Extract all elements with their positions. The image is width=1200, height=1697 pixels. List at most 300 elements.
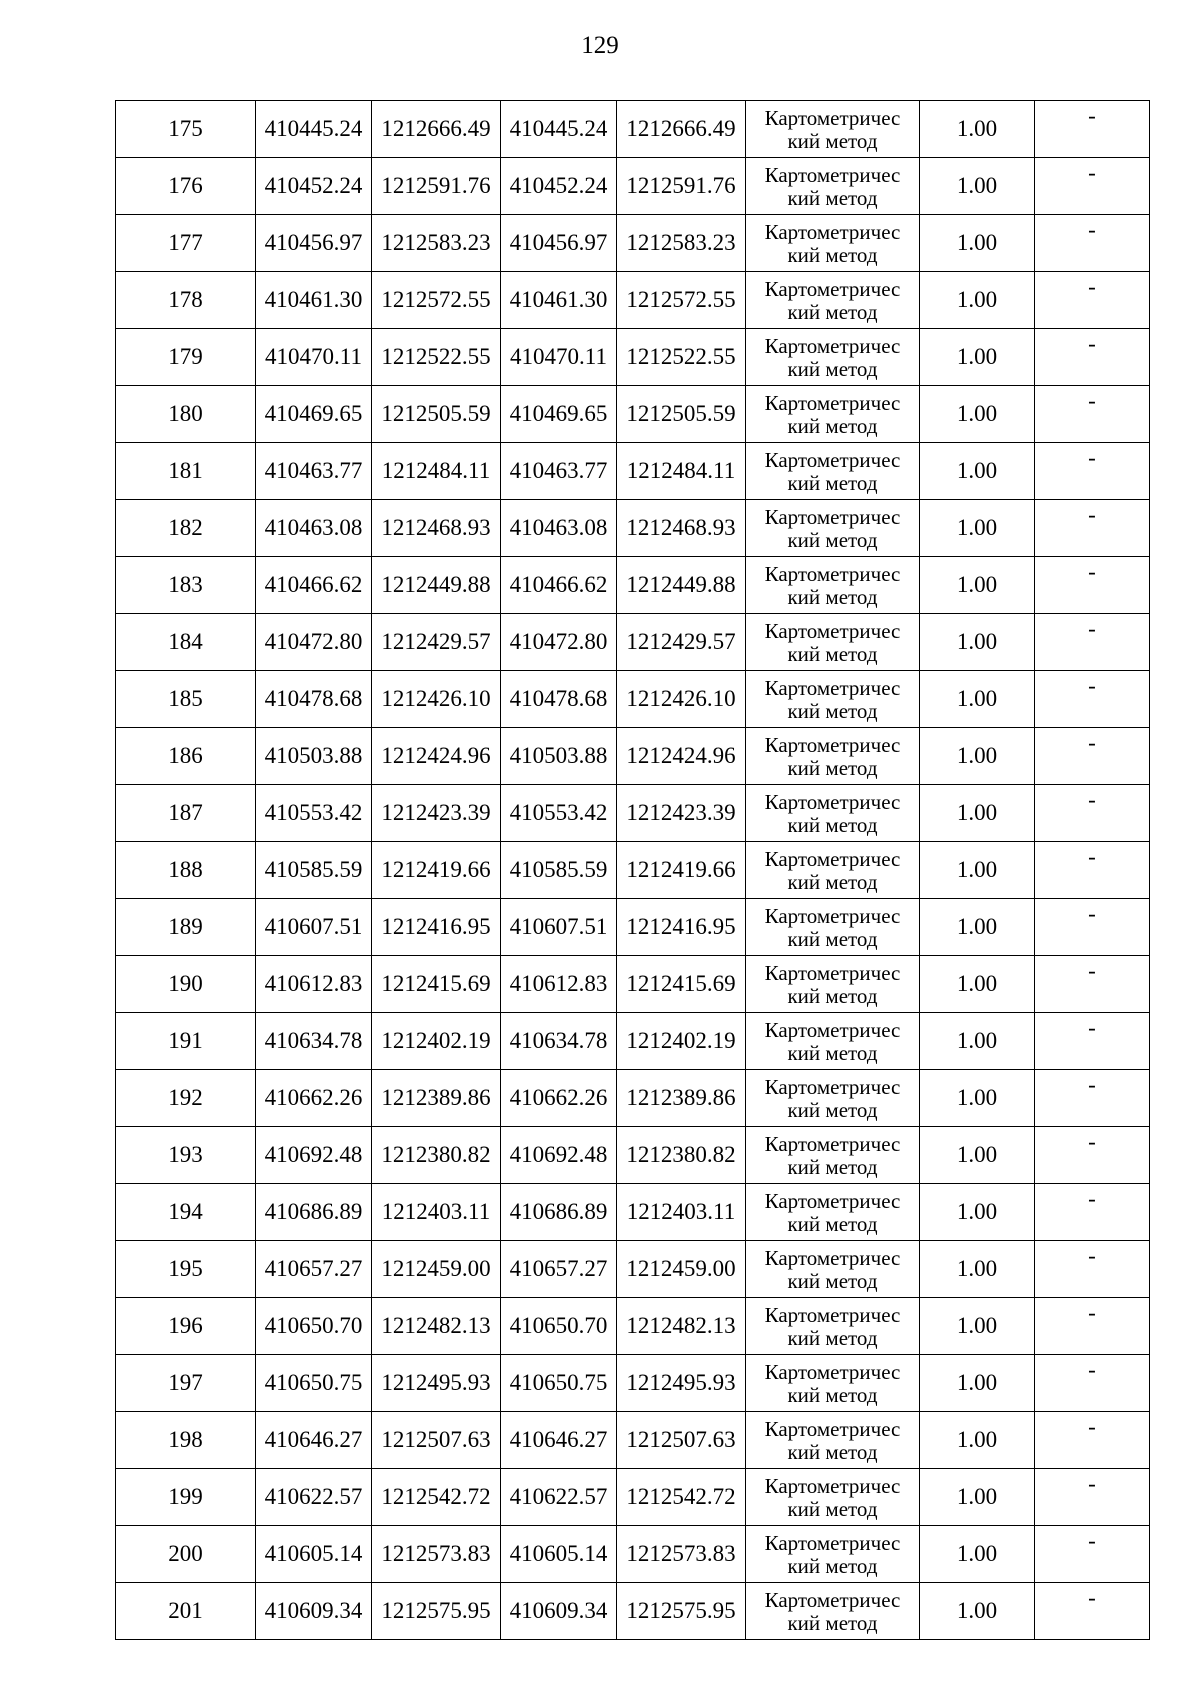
point-number-cell: 182 xyxy=(116,500,256,557)
y-coordinate-new-cell: 1212380.82 xyxy=(617,1127,746,1184)
method-text-line1: Картометричес xyxy=(764,846,901,871)
x-coordinate-cell: 410463.08 xyxy=(256,500,372,557)
point-number-cell: 197 xyxy=(116,1355,256,1412)
y-coordinate-new-cell: 1212403.11 xyxy=(617,1184,746,1241)
y-coordinate-cell: 1212459.00 xyxy=(372,1241,501,1298)
method-text-line2: кий метод xyxy=(787,926,878,951)
method-cell xyxy=(746,785,920,842)
y-coordinate-new-cell: 1212426.10 xyxy=(617,671,746,728)
method-text-line2: кий метод xyxy=(787,1610,878,1635)
y-coordinate-new-cell: 1212666.49 xyxy=(617,101,746,158)
x-coordinate-new-cell: 410650.70 xyxy=(501,1298,617,1355)
method-text-line1: Картометричес xyxy=(764,219,901,244)
x-coordinate-new-cell: 410634.78 xyxy=(501,1013,617,1070)
coordinates-table xyxy=(115,100,1150,1640)
method-text-line2: кий метод xyxy=(787,413,878,438)
method-cell xyxy=(746,443,920,500)
x-coordinate-new-cell: 410585.59 xyxy=(501,842,617,899)
method-text-line2: кий метод xyxy=(787,641,878,666)
y-coordinate-cell: 1212495.93 xyxy=(372,1355,501,1412)
method-text-line2: кий метод xyxy=(787,1154,878,1179)
accuracy-cell: 1.00 xyxy=(920,329,1035,386)
method-text-line1: Картометричес xyxy=(764,1416,901,1441)
method-text-line2: кий метод xyxy=(787,584,878,609)
accuracy-cell: 1.00 xyxy=(920,842,1035,899)
method-cell xyxy=(746,956,920,1013)
table-row xyxy=(116,956,1150,1013)
note-cell: - xyxy=(1035,158,1150,215)
method-cell xyxy=(746,500,920,557)
y-coordinate-cell: 1212522.55 xyxy=(372,329,501,386)
point-number-cell: 191 xyxy=(116,1013,256,1070)
point-number-cell: 192 xyxy=(116,1070,256,1127)
table-body xyxy=(116,101,1150,1640)
table-row xyxy=(116,728,1150,785)
note-cell: - xyxy=(1035,728,1150,785)
method-text-line1: Картометричес xyxy=(764,333,901,358)
point-number-cell: 187 xyxy=(116,785,256,842)
accuracy-cell: 1.00 xyxy=(920,1127,1035,1184)
y-coordinate-cell: 1212482.13 xyxy=(372,1298,501,1355)
x-coordinate-new-cell: 410609.34 xyxy=(501,1583,617,1640)
y-coordinate-cell: 1212389.86 xyxy=(372,1070,501,1127)
method-cell xyxy=(746,1013,920,1070)
accuracy-cell: 1.00 xyxy=(920,1184,1035,1241)
y-coordinate-new-cell: 1212583.23 xyxy=(617,215,746,272)
method-text-line1: Картометричес xyxy=(764,1245,901,1270)
table-row xyxy=(116,272,1150,329)
method-text-line1: Картометричес xyxy=(764,1587,901,1612)
method-text-line1: Картометричес xyxy=(764,675,901,700)
method-cell xyxy=(746,1070,920,1127)
method-text-line2: кий метод xyxy=(787,869,878,894)
y-coordinate-cell: 1212583.23 xyxy=(372,215,501,272)
method-text-line2: кий метод xyxy=(787,185,878,210)
method-text-line2: кий метод xyxy=(787,470,878,495)
point-number-cell: 190 xyxy=(116,956,256,1013)
table-row xyxy=(116,1070,1150,1127)
x-coordinate-new-cell: 410463.77 xyxy=(501,443,617,500)
note-cell: - xyxy=(1035,842,1150,899)
method-text-line1: Картометричес xyxy=(764,1074,901,1099)
y-coordinate-cell: 1212415.69 xyxy=(372,956,501,1013)
point-number-cell: 181 xyxy=(116,443,256,500)
y-coordinate-new-cell: 1212482.13 xyxy=(617,1298,746,1355)
method-text-line2: кий метод xyxy=(787,1439,878,1464)
y-coordinate-new-cell: 1212573.83 xyxy=(617,1526,746,1583)
table-row xyxy=(116,215,1150,272)
x-coordinate-cell: 410612.83 xyxy=(256,956,372,1013)
y-coordinate-new-cell: 1212575.95 xyxy=(617,1583,746,1640)
method-text-line1: Картометричес xyxy=(764,1131,901,1156)
y-coordinate-new-cell: 1212416.95 xyxy=(617,899,746,956)
accuracy-cell: 1.00 xyxy=(920,443,1035,500)
y-coordinate-new-cell: 1212459.00 xyxy=(617,1241,746,1298)
x-coordinate-cell: 410445.24 xyxy=(256,101,372,158)
x-coordinate-new-cell: 410657.27 xyxy=(501,1241,617,1298)
table-row xyxy=(116,1526,1150,1583)
x-coordinate-new-cell: 410470.11 xyxy=(501,329,617,386)
method-cell xyxy=(746,1184,920,1241)
y-coordinate-cell: 1212572.55 xyxy=(372,272,501,329)
accuracy-cell: 1.00 xyxy=(920,1013,1035,1070)
x-coordinate-cell: 410607.51 xyxy=(256,899,372,956)
x-coordinate-new-cell: 410452.24 xyxy=(501,158,617,215)
point-number-cell: 196 xyxy=(116,1298,256,1355)
method-text-line2: кий метод xyxy=(787,1496,878,1521)
table-row xyxy=(116,1013,1150,1070)
accuracy-cell: 1.00 xyxy=(920,386,1035,443)
accuracy-cell: 1.00 xyxy=(920,956,1035,1013)
point-number-cell: 175 xyxy=(116,101,256,158)
y-coordinate-cell: 1212575.95 xyxy=(372,1583,501,1640)
x-coordinate-new-cell: 410692.48 xyxy=(501,1127,617,1184)
note-cell: - xyxy=(1035,557,1150,614)
method-text-line2: кий метод xyxy=(787,356,878,381)
method-text-line2: кий метод xyxy=(787,1211,878,1236)
x-coordinate-cell: 410553.42 xyxy=(256,785,372,842)
table-row xyxy=(116,1127,1150,1184)
method-text-line1: Картометричес xyxy=(764,276,901,301)
table-row xyxy=(116,842,1150,899)
point-number-cell: 193 xyxy=(116,1127,256,1184)
y-coordinate-cell: 1212403.11 xyxy=(372,1184,501,1241)
note-cell: - xyxy=(1035,1013,1150,1070)
y-coordinate-new-cell: 1212505.59 xyxy=(617,386,746,443)
table-row xyxy=(116,557,1150,614)
x-coordinate-cell: 410686.89 xyxy=(256,1184,372,1241)
method-cell xyxy=(746,1298,920,1355)
point-number-cell: 180 xyxy=(116,386,256,443)
point-number-cell: 199 xyxy=(116,1469,256,1526)
y-coordinate-new-cell: 1212495.93 xyxy=(617,1355,746,1412)
x-coordinate-new-cell: 410478.68 xyxy=(501,671,617,728)
y-coordinate-cell: 1212484.11 xyxy=(372,443,501,500)
y-coordinate-cell: 1212416.95 xyxy=(372,899,501,956)
y-coordinate-new-cell: 1212507.63 xyxy=(617,1412,746,1469)
note-cell: - xyxy=(1035,1127,1150,1184)
x-coordinate-new-cell: 410612.83 xyxy=(501,956,617,1013)
note-cell: - xyxy=(1035,1241,1150,1298)
method-cell xyxy=(746,1583,920,1640)
method-cell xyxy=(746,158,920,215)
method-text-line2: кий метод xyxy=(787,242,878,267)
method-text-line1: Картометричес xyxy=(764,732,901,757)
note-cell: - xyxy=(1035,101,1150,158)
x-coordinate-new-cell: 410686.89 xyxy=(501,1184,617,1241)
method-text-line1: Картометричес xyxy=(764,618,901,643)
accuracy-cell: 1.00 xyxy=(920,1412,1035,1469)
accuracy-cell: 1.00 xyxy=(920,500,1035,557)
method-text-line1: Картометричес xyxy=(764,162,901,187)
x-coordinate-new-cell: 410662.26 xyxy=(501,1070,617,1127)
x-coordinate-cell: 410622.57 xyxy=(256,1469,372,1526)
method-text-line2: кий метод xyxy=(787,1553,878,1578)
table-row xyxy=(116,1412,1150,1469)
table-row xyxy=(116,500,1150,557)
method-cell xyxy=(746,329,920,386)
table-row xyxy=(116,614,1150,671)
method-text-line2: кий метод xyxy=(787,1325,878,1350)
note-cell: - xyxy=(1035,1469,1150,1526)
method-cell xyxy=(746,671,920,728)
x-coordinate-cell: 410605.14 xyxy=(256,1526,372,1583)
accuracy-cell: 1.00 xyxy=(920,1469,1035,1526)
y-coordinate-new-cell: 1212468.93 xyxy=(617,500,746,557)
method-text-line1: Картометричес xyxy=(764,504,901,529)
y-coordinate-new-cell: 1212572.55 xyxy=(617,272,746,329)
y-coordinate-cell: 1212666.49 xyxy=(372,101,501,158)
y-coordinate-cell: 1212423.39 xyxy=(372,785,501,842)
x-coordinate-cell: 410662.26 xyxy=(256,1070,372,1127)
method-text-line2: кий метод xyxy=(787,299,878,324)
note-cell: - xyxy=(1035,215,1150,272)
note-cell: - xyxy=(1035,443,1150,500)
table-row xyxy=(116,785,1150,842)
method-text-line2: кий метод xyxy=(787,1268,878,1293)
method-cell xyxy=(746,101,920,158)
point-number-cell: 185 xyxy=(116,671,256,728)
method-cell xyxy=(746,386,920,443)
y-coordinate-new-cell: 1212415.69 xyxy=(617,956,746,1013)
accuracy-cell: 1.00 xyxy=(920,557,1035,614)
accuracy-cell: 1.00 xyxy=(920,1070,1035,1127)
method-cell xyxy=(746,272,920,329)
y-coordinate-cell: 1212507.63 xyxy=(372,1412,501,1469)
note-cell: - xyxy=(1035,272,1150,329)
note-cell: - xyxy=(1035,500,1150,557)
x-coordinate-new-cell: 410605.14 xyxy=(501,1526,617,1583)
y-coordinate-new-cell: 1212591.76 xyxy=(617,158,746,215)
method-text-line2: кий метод xyxy=(787,812,878,837)
note-cell: - xyxy=(1035,956,1150,1013)
x-coordinate-cell: 410650.75 xyxy=(256,1355,372,1412)
method-cell xyxy=(746,614,920,671)
accuracy-cell: 1.00 xyxy=(920,272,1035,329)
method-cell xyxy=(746,899,920,956)
method-text-line1: Картометричес xyxy=(764,960,901,985)
x-coordinate-cell: 410478.68 xyxy=(256,671,372,728)
point-number-cell: 184 xyxy=(116,614,256,671)
note-cell: - xyxy=(1035,386,1150,443)
x-coordinate-cell: 410466.62 xyxy=(256,557,372,614)
method-text-line1: Картометричес xyxy=(764,1017,901,1042)
x-coordinate-cell: 410456.97 xyxy=(256,215,372,272)
accuracy-cell: 1.00 xyxy=(920,1583,1035,1640)
table-row xyxy=(116,158,1150,215)
y-coordinate-cell: 1212542.72 xyxy=(372,1469,501,1526)
note-cell: - xyxy=(1035,1355,1150,1412)
method-cell xyxy=(746,1526,920,1583)
x-coordinate-new-cell: 410463.08 xyxy=(501,500,617,557)
note-cell: - xyxy=(1035,1583,1150,1640)
x-coordinate-cell: 410657.27 xyxy=(256,1241,372,1298)
y-coordinate-new-cell: 1212402.19 xyxy=(617,1013,746,1070)
y-coordinate-cell: 1212449.88 xyxy=(372,557,501,614)
y-coordinate-cell: 1212505.59 xyxy=(372,386,501,443)
x-coordinate-new-cell: 410650.75 xyxy=(501,1355,617,1412)
point-number-cell: 177 xyxy=(116,215,256,272)
y-coordinate-new-cell: 1212429.57 xyxy=(617,614,746,671)
point-number-cell: 198 xyxy=(116,1412,256,1469)
x-coordinate-new-cell: 410461.30 xyxy=(501,272,617,329)
note-cell: - xyxy=(1035,785,1150,842)
x-coordinate-cell: 410470.11 xyxy=(256,329,372,386)
method-cell xyxy=(746,728,920,785)
accuracy-cell: 1.00 xyxy=(920,671,1035,728)
method-cell xyxy=(746,557,920,614)
table-row xyxy=(116,1583,1150,1640)
y-coordinate-new-cell: 1212449.88 xyxy=(617,557,746,614)
method-text-line2: кий метод xyxy=(787,755,878,780)
accuracy-cell: 1.00 xyxy=(920,614,1035,671)
accuracy-cell: 1.00 xyxy=(920,215,1035,272)
method-text-line1: Картометричес xyxy=(764,1188,901,1213)
method-cell xyxy=(746,1241,920,1298)
x-coordinate-cell: 410585.59 xyxy=(256,842,372,899)
accuracy-cell: 1.00 xyxy=(920,158,1035,215)
x-coordinate-new-cell: 410469.65 xyxy=(501,386,617,443)
table-row xyxy=(116,101,1150,158)
x-coordinate-new-cell: 410646.27 xyxy=(501,1412,617,1469)
point-number-cell: 194 xyxy=(116,1184,256,1241)
point-number-cell: 189 xyxy=(116,899,256,956)
x-coordinate-new-cell: 410607.51 xyxy=(501,899,617,956)
point-number-cell: 176 xyxy=(116,158,256,215)
x-coordinate-cell: 410692.48 xyxy=(256,1127,372,1184)
method-text-line2: кий метод xyxy=(787,698,878,723)
x-coordinate-new-cell: 410622.57 xyxy=(501,1469,617,1526)
table-row xyxy=(116,1241,1150,1298)
y-coordinate-new-cell: 1212542.72 xyxy=(617,1469,746,1526)
method-text-line1: Картометричес xyxy=(764,105,901,130)
note-cell: - xyxy=(1035,329,1150,386)
y-coordinate-new-cell: 1212419.66 xyxy=(617,842,746,899)
y-coordinate-cell: 1212426.10 xyxy=(372,671,501,728)
method-text-line2: кий метод xyxy=(787,527,878,552)
accuracy-cell: 1.00 xyxy=(920,1298,1035,1355)
y-coordinate-cell: 1212402.19 xyxy=(372,1013,501,1070)
note-cell: - xyxy=(1035,899,1150,956)
accuracy-cell: 1.00 xyxy=(920,1241,1035,1298)
point-number-cell: 201 xyxy=(116,1583,256,1640)
x-coordinate-cell: 410503.88 xyxy=(256,728,372,785)
x-coordinate-new-cell: 410456.97 xyxy=(501,215,617,272)
x-coordinate-cell: 410469.65 xyxy=(256,386,372,443)
table-row xyxy=(116,1298,1150,1355)
method-text-line1: Картометричес xyxy=(764,1530,901,1555)
y-coordinate-new-cell: 1212424.96 xyxy=(617,728,746,785)
method-cell xyxy=(746,1469,920,1526)
accuracy-cell: 1.00 xyxy=(920,728,1035,785)
method-text-line1: Картометричес xyxy=(764,903,901,928)
method-text-line2: кий метод xyxy=(787,1382,878,1407)
method-cell xyxy=(746,215,920,272)
table-row xyxy=(116,1469,1150,1526)
x-coordinate-new-cell: 410503.88 xyxy=(501,728,617,785)
x-coordinate-cell: 410609.34 xyxy=(256,1583,372,1640)
y-coordinate-new-cell: 1212522.55 xyxy=(617,329,746,386)
table-row xyxy=(116,1355,1150,1412)
y-coordinate-cell: 1212424.96 xyxy=(372,728,501,785)
y-coordinate-cell: 1212573.83 xyxy=(372,1526,501,1583)
method-text-line2: кий метод xyxy=(787,128,878,153)
accuracy-cell: 1.00 xyxy=(920,1355,1035,1412)
point-number-cell: 178 xyxy=(116,272,256,329)
x-coordinate-new-cell: 410553.42 xyxy=(501,785,617,842)
note-cell: - xyxy=(1035,1070,1150,1127)
accuracy-cell: 1.00 xyxy=(920,899,1035,956)
x-coordinate-cell: 410650.70 xyxy=(256,1298,372,1355)
table-row xyxy=(116,386,1150,443)
table-row xyxy=(116,899,1150,956)
method-cell xyxy=(746,842,920,899)
method-text-line2: кий метод xyxy=(787,1097,878,1122)
method-cell xyxy=(746,1355,920,1412)
method-text-line2: кий метод xyxy=(787,983,878,1008)
table-row xyxy=(116,671,1150,728)
x-coordinate-cell: 410646.27 xyxy=(256,1412,372,1469)
point-number-cell: 179 xyxy=(116,329,256,386)
x-coordinate-new-cell: 410472.80 xyxy=(501,614,617,671)
x-coordinate-new-cell: 410466.62 xyxy=(501,557,617,614)
method-cell xyxy=(746,1127,920,1184)
point-number-cell: 186 xyxy=(116,728,256,785)
point-number-cell: 183 xyxy=(116,557,256,614)
method-text-line1: Картометричес xyxy=(764,561,901,586)
y-coordinate-cell: 1212468.93 xyxy=(372,500,501,557)
page-number: 129 xyxy=(581,32,619,59)
note-cell: - xyxy=(1035,614,1150,671)
note-cell: - xyxy=(1035,1184,1150,1241)
method-text-line1: Картометричес xyxy=(764,789,901,814)
x-coordinate-new-cell: 410445.24 xyxy=(501,101,617,158)
method-text-line2: кий метод xyxy=(787,1040,878,1065)
x-coordinate-cell: 410472.80 xyxy=(256,614,372,671)
point-number-cell: 195 xyxy=(116,1241,256,1298)
x-coordinate-cell: 410461.30 xyxy=(256,272,372,329)
method-text-line1: Картометричес xyxy=(764,447,901,472)
method-text-line1: Картометричес xyxy=(764,390,901,415)
y-coordinate-new-cell: 1212484.11 xyxy=(617,443,746,500)
y-coordinate-cell: 1212380.82 xyxy=(372,1127,501,1184)
x-coordinate-cell: 410634.78 xyxy=(256,1013,372,1070)
accuracy-cell: 1.00 xyxy=(920,1526,1035,1583)
table-row xyxy=(116,1184,1150,1241)
method-text-line1: Картометричес xyxy=(764,1302,901,1327)
y-coordinate-cell: 1212429.57 xyxy=(372,614,501,671)
y-coordinate-new-cell: 1212423.39 xyxy=(617,785,746,842)
y-coordinate-cell: 1212419.66 xyxy=(372,842,501,899)
note-cell: - xyxy=(1035,1526,1150,1583)
method-cell xyxy=(746,1412,920,1469)
point-number-cell: 200 xyxy=(116,1526,256,1583)
table-row xyxy=(116,329,1150,386)
note-cell: - xyxy=(1035,671,1150,728)
method-text-line1: Картометричес xyxy=(764,1359,901,1384)
y-coordinate-new-cell: 1212389.86 xyxy=(617,1070,746,1127)
table-row xyxy=(116,443,1150,500)
x-coordinate-cell: 410452.24 xyxy=(256,158,372,215)
note-cell: - xyxy=(1035,1298,1150,1355)
x-coordinate-cell: 410463.77 xyxy=(256,443,372,500)
accuracy-cell: 1.00 xyxy=(920,101,1035,158)
accuracy-cell: 1.00 xyxy=(920,785,1035,842)
method-text-line1: Картометричес xyxy=(764,1473,901,1498)
point-number-cell: 188 xyxy=(116,842,256,899)
y-coordinate-cell: 1212591.76 xyxy=(372,158,501,215)
note-cell: - xyxy=(1035,1412,1150,1469)
